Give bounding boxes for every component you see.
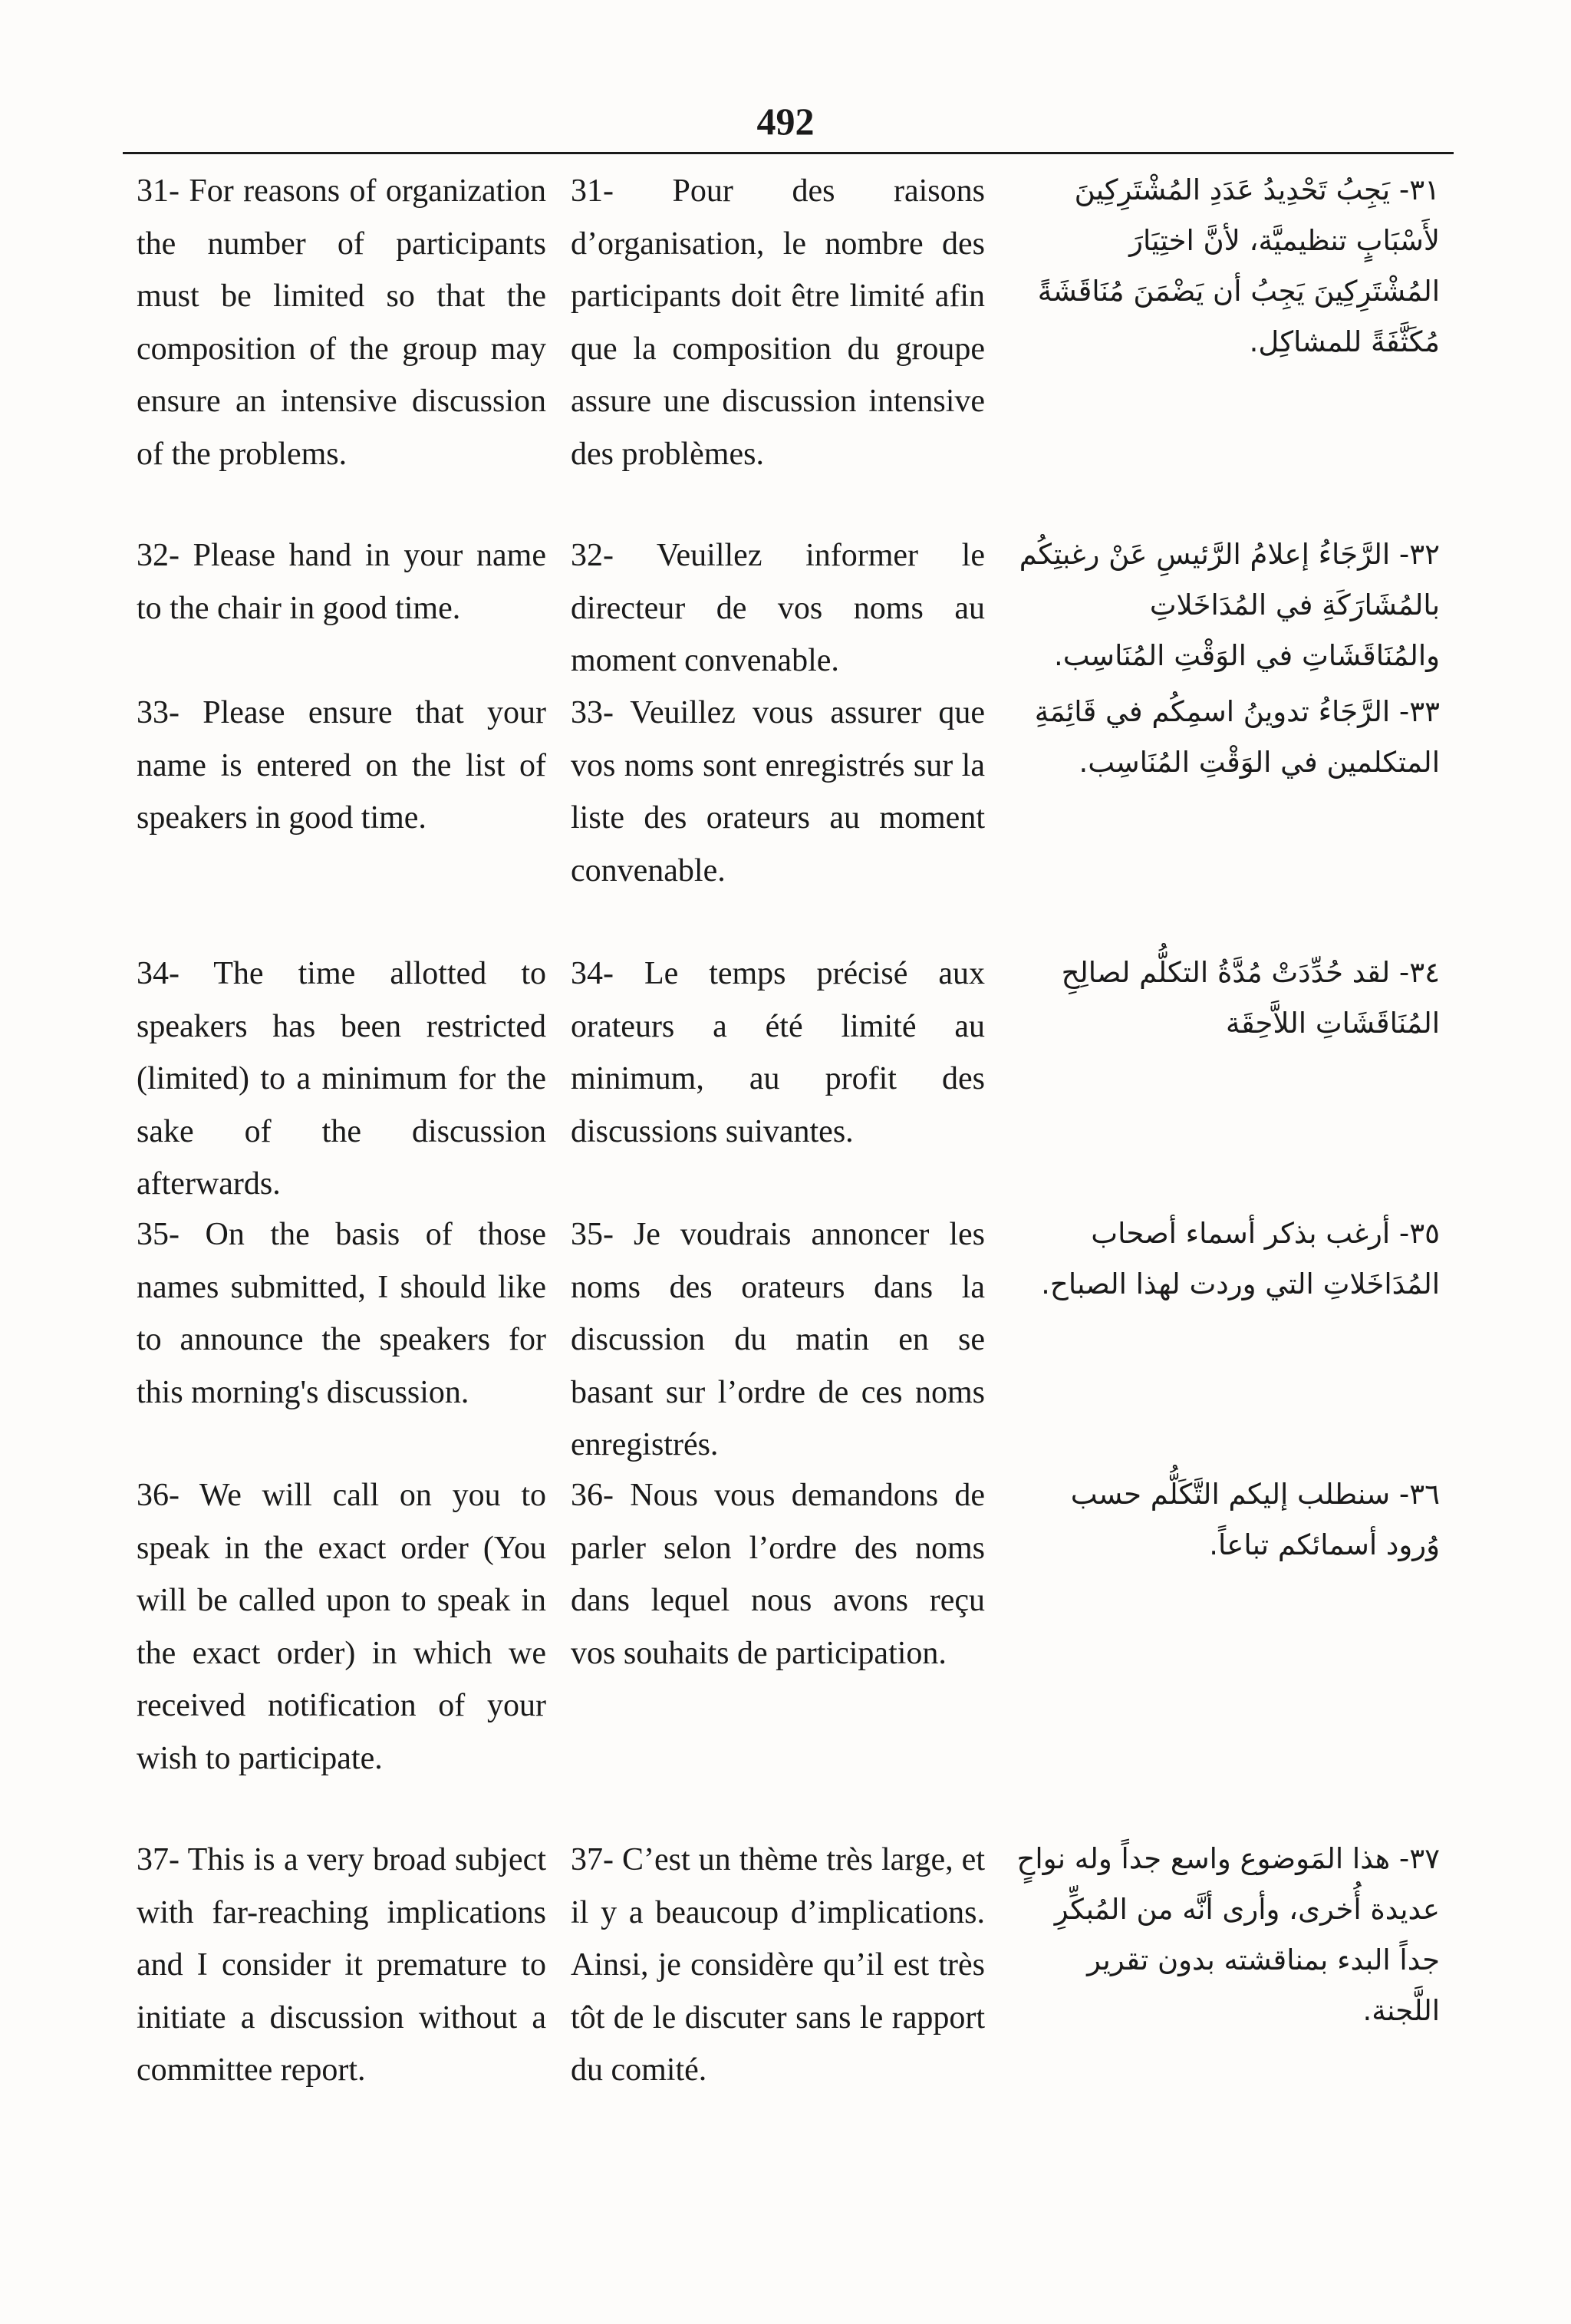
french-text: 36- Nous vous demandons de parler selon l’ordre des noms dans lequel nous avons reçu vos souhaits de participation. [571, 1478, 985, 1671]
english-text: 31- For reasons of organization the number of participants must be limited so that the composition of the group may ensure an intensive discussion of the problems. [137, 173, 546, 472]
english-text: 32- Please hand in your name to the chair in good time. [137, 538, 546, 626]
french-text: 32- Veuillez informer le directeur de vos noms au moment convenable. [571, 538, 985, 678]
arabic-text: ٣٥- أرغب بذكر أسماء أصحاب المُدَاخَلاتِ التي وردت لهذا الصباح. [1041, 1217, 1440, 1300]
french-text: 35- Je voudrais annoncer les noms des orateurs dans la discussion du matin en se basant sur l’ordre de ces noms enregistrés. [571, 1217, 985, 1462]
page-number: 492 [756, 100, 815, 143]
english-text: 36- We will call on you to speak in the exact order (You will be called upon to speak in the exact order) in which we received notification of your wish to participate. [137, 1478, 546, 1776]
english-text: 35- On the basis of those names submitted, I should like to announce the speakers for this morning's discussion. [137, 1217, 546, 1410]
arabic-text: ٣٧- هذا المَوضوع واسع جداً وله نواحٍ عديدة أُخرى، وأرى أنَّه من المُبكِّرِ جداً البدء بمناقشته بدون تقرير اللَّجنة. [1016, 1842, 1440, 2027]
arabic-text: ٣٣- الرَّجَاءُ تدوينُ اسمِكُم في قَائِمَةِ المتكلمين في الوَقْتِ المُنَاسِب. [1034, 695, 1440, 779]
english-text: 33- Please ensure that your name is entered on the list of speakers in good time. [137, 695, 546, 836]
french-text: 37- C’est un thème très large, et il y a beaucoup d’implications. Ainsi, je considère qu’il est très tôt de le discuter sans le rapport du comité. [571, 1842, 985, 2088]
english-text: 37- This is a very broad subject with far-reaching implications and I consider it premature to initiate a discussion without a committee report. [137, 1842, 546, 2088]
french-text: 31- Pour des raisons d’organisation, le nombre des participants doit être limité afin que la composition du groupe assure une discussion intensive des problèmes. [571, 173, 985, 472]
arabic-text: ٣٢- الرَّجَاءُ إعلامُ الرَّئيسِ عَنْ رغبتِكُم بالمُشَارَكَةِ في المُدَاخَلاتِ والمُنَاقَشَاتِ في الوَقْتِ المُنَاسِب. [1019, 538, 1440, 672]
arabic-text: ٣٦- سنطلب إليكم التَّكَلُّم حسب وُرود أسمائكم تباعاً. [1070, 1478, 1440, 1561]
english-text: 34- The time allotted to speakers has been restricted (limited) to a minimum for the sake of the discussion afterwards. [137, 956, 546, 1202]
french-text: 34- Le temps précisé aux orateurs a été limité au minimum, au profit des discussions suivantes. [571, 956, 985, 1149]
french-text: 33- Veuillez vous assurer que vos noms sont enregistrés sur la liste des orateurs au moment convenable. [571, 695, 985, 888]
arabic-text: ٣٤- لقد حُدِّدَتْ مُدَّةُ التكلُّم لصالِحِ المُنَاقَشَاتِ اللاَّحِقَة [1061, 956, 1440, 1040]
arabic-text: ٣١- يَجِبُ تَحْدِيدُ عَدَدِ المُشْتَرِكِينَ لأَسْبَابٍ تنظيميَّة، لأنَّ اختِيَارَ المُشْتَرِكِينَ يَجِبُ أن يَضْمَنَ مُنَاقَشَةً مُكَثَّفَةً للمشاكِل. [1037, 173, 1440, 358]
